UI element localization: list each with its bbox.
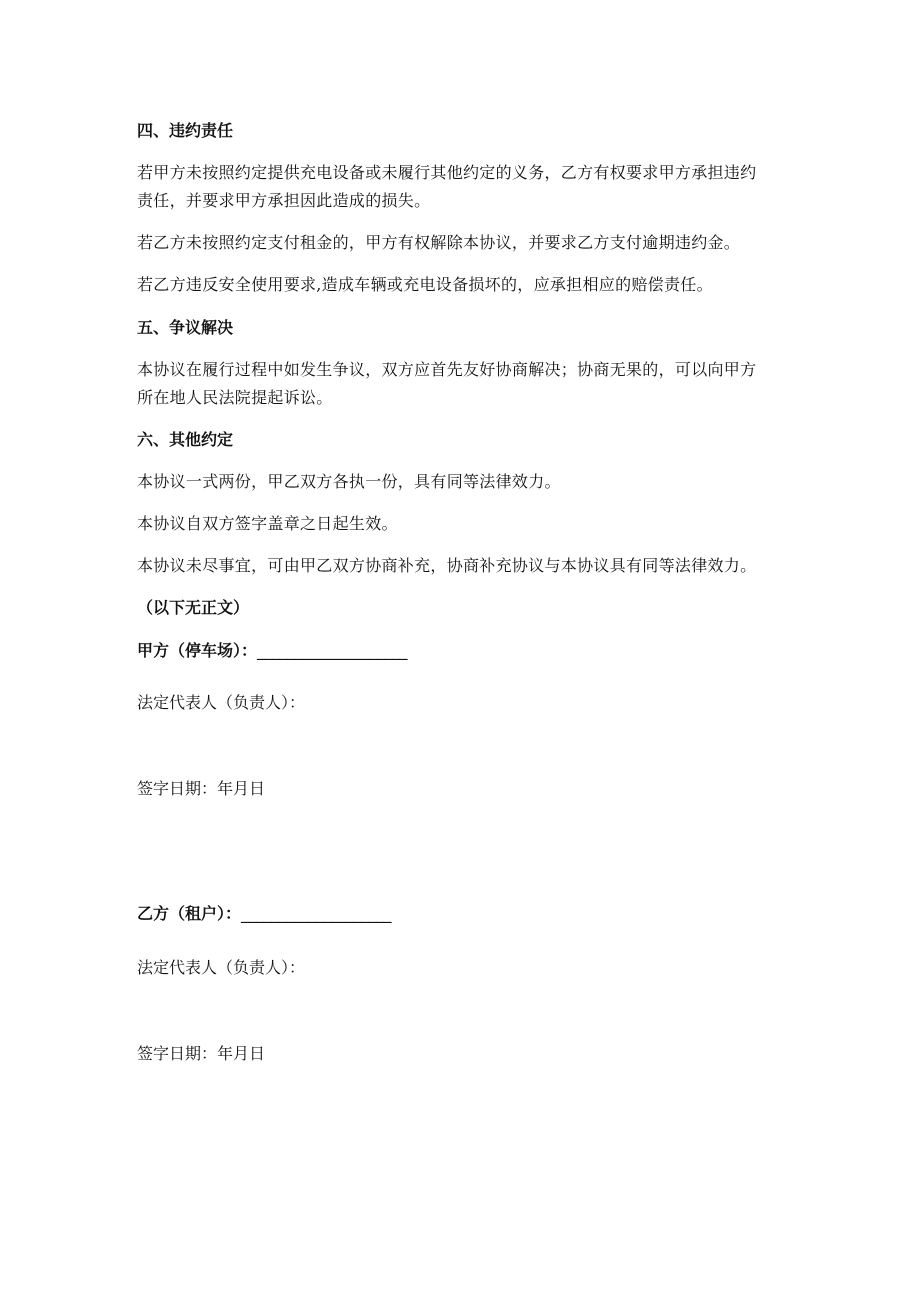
dispute-paragraph-line-1: 本协议在履行过程中如发生争议，双方应首先友好协商解决；协商无果的，可以向甲方 [137,360,757,379]
party-a-label: 甲方（停车场）： [137,641,258,660]
party-b-sign-date: 签字日期：年月日 [137,1044,266,1063]
breach-paragraph-1-line-1: 若甲方未按照约定提供充电设备或未履行其他约定的义务，乙方有权要求甲方承担违约 [137,163,757,182]
breach-paragraph-3: 若乙方违反安全使用要求,造成车辆或充电设备损坏的，应承担相应的赔偿责任。 [137,275,713,294]
party-a-signature-line [137,640,407,662]
section-heading-breach: 四、违约责任 [137,121,234,140]
other-paragraph-2: 本协议自双方签字盖章之日起生效。 [137,514,398,533]
party-a-representative: 法定代表人（负责人）： [137,693,306,712]
party-b-representative: 法定代表人（负责人）： [137,958,306,977]
party-a-blank: ____________________ [257,641,408,660]
other-paragraph-3: 本协议未尽事宜，可由甲乙双方协商补充，协商补充协议与本协议具有同等法律效力。 [137,556,757,575]
section-heading-other: 六、其他约定 [137,430,234,449]
party-b-signature-line [137,903,391,925]
breach-paragraph-2: 若乙方未按照约定支付租金的，甲方有权解除本协议，并要求乙方支付逾期违约金。 [137,233,741,252]
other-paragraph-1: 本协议一式两份，甲乙双方各执一份，具有同等法律效力。 [137,472,561,491]
end-note: （以下无正文） [137,598,250,617]
dispute-paragraph-line-2: 所在地人民法院提起诉讼。 [137,388,333,407]
section-heading-dispute: 五、争议解决 [137,318,234,337]
party-b-label: 乙方（租户）： [137,904,242,923]
party-a-sign-date: 签字日期：年月日 [137,779,266,798]
party-b-blank: ____________________ [241,904,392,923]
breach-paragraph-1-line-2: 责任，并要求甲方承担因此造成的损失。 [137,191,431,210]
